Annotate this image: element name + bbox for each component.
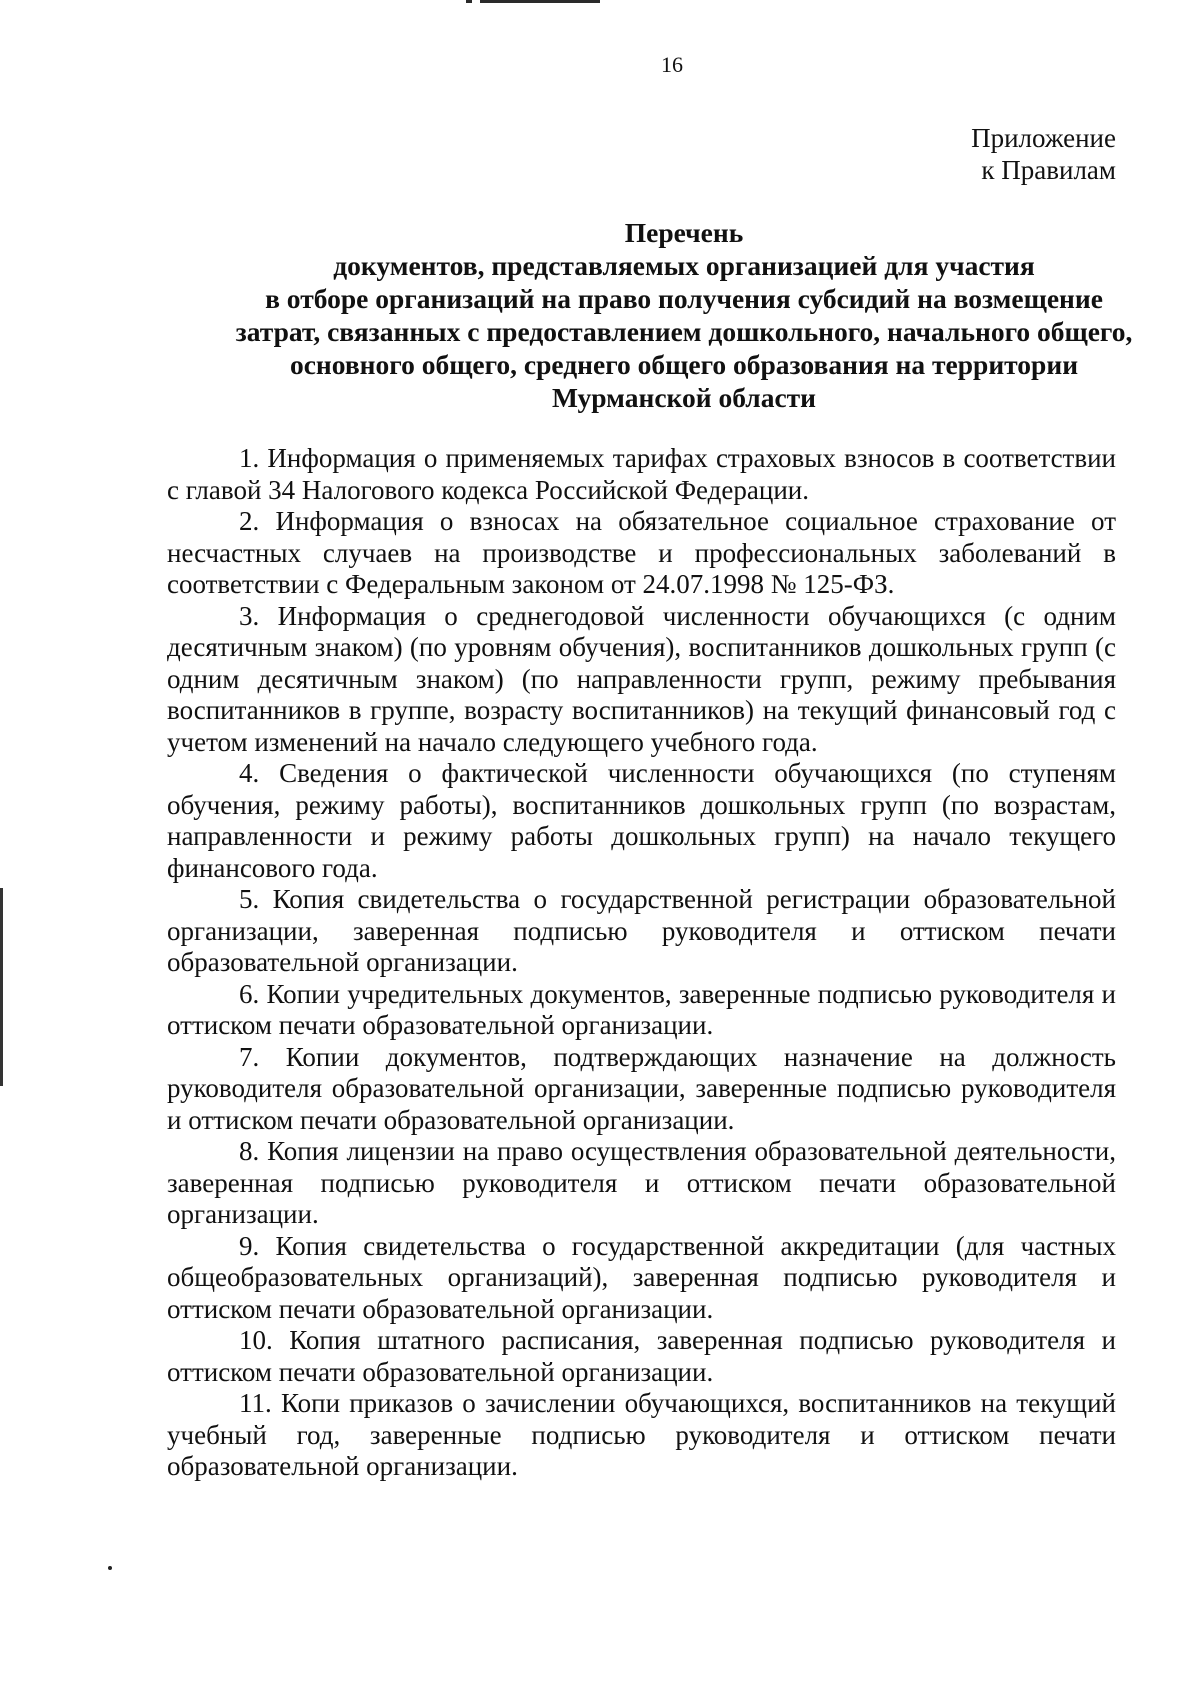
scan-artifact-dot bbox=[108, 1566, 112, 1570]
document-title bbox=[160, 216, 1200, 414]
scan-artifact-left-edge bbox=[0, 888, 3, 1086]
list-item-3: 3. Информация о среднегодовой численности обучающихся (с одним десятичным знаком) (по уровням обучения), воспитанников дошкольных групп (с одним десятичным знаком) (по направленности групп, режиму пребывания воспитанников в группе, возрасту воспитанников) на текущий финансовый год с учетом изменений на начало следующего учебного года. bbox=[167, 600, 1116, 757]
list-item-7: 7. Копии документов, подтверждающих назначение на должность руководителя образовательной организации, заверенные подписью руководителя и оттиском печати образовательной организации. bbox=[167, 1041, 1116, 1135]
title-line-1: Перечень bbox=[624, 217, 744, 248]
list-item-1: 1. Информация о применяемых тарифах страховых взносов в соответствии с главой 34 Налогового кодекса Российской Федерации. bbox=[167, 443, 1116, 505]
title-line-2: документов, представляемых организацией для участия bbox=[333, 250, 1035, 281]
title-line-3: в отборе организаций на право получения субсидий на возмещение bbox=[265, 283, 1103, 314]
title-line-4: затрат, связанных с предоставлением дошкольного, начального общего, bbox=[235, 316, 1133, 347]
list-item-2: 2. Информация о взносах на обязательное социальное страхование от несчастных случаев на производстве и профессиональных заболеваний в соответствии с Федеральным законом от 24.07.1998 № 125-ФЗ. bbox=[167, 506, 1116, 599]
title-line-5: основного общего, среднего общего образования на территории bbox=[289, 349, 1079, 380]
list-item-5: 5. Копия свидетельства о государственной регистрации образовательной организации, заверенная подписью руководителя и оттиском печати образовательной организации. bbox=[167, 884, 1116, 977]
scan-artifact-top-line bbox=[480, 0, 600, 3]
list-item-11: 11. Копи приказов о зачислении обучающихся, воспитанников на текущий учебный год, заверенные подписью руководителя и оттиском печати образовательной организации. bbox=[167, 1388, 1116, 1481]
list-item-8: 8. Копия лицензии на право осуществления образовательной деятельности, заверенная подписью руководителя и оттиском печати образовательной организации. bbox=[167, 1136, 1116, 1229]
list-item-10: 10. Копия штатного расписания, заверенная подписью руководителя и оттиском печати образовательной организации. bbox=[167, 1325, 1116, 1387]
title-line-6: Мурманской области bbox=[551, 382, 817, 413]
list-item-4: 4. Сведения о фактической численности обучающихся (по ступеням обучения, режиму работы), воспитанников дошкольных групп (по возрастам, направленности и режиму работы дошкольных групп) на начало текущего финансового года. bbox=[167, 758, 1116, 883]
appendix-label bbox=[971, 122, 1116, 186]
list-item-6: 6. Копии учредительных документов, заверенные подписью руководителя и оттиском печати образовательной организации. bbox=[167, 978, 1116, 1040]
appendix-line-2: к Правилам bbox=[981, 155, 1116, 185]
page-number: 16 bbox=[661, 52, 683, 77]
list-item-9: 9. Копия свидетельства о государственной аккредитации (для частных общеобразовательных организаций), заверенная подписью руководителя и оттиском печати образовательной организации. bbox=[167, 1230, 1116, 1324]
appendix-line-1: Приложение bbox=[971, 123, 1116, 153]
document-list bbox=[167, 443, 1116, 1483]
